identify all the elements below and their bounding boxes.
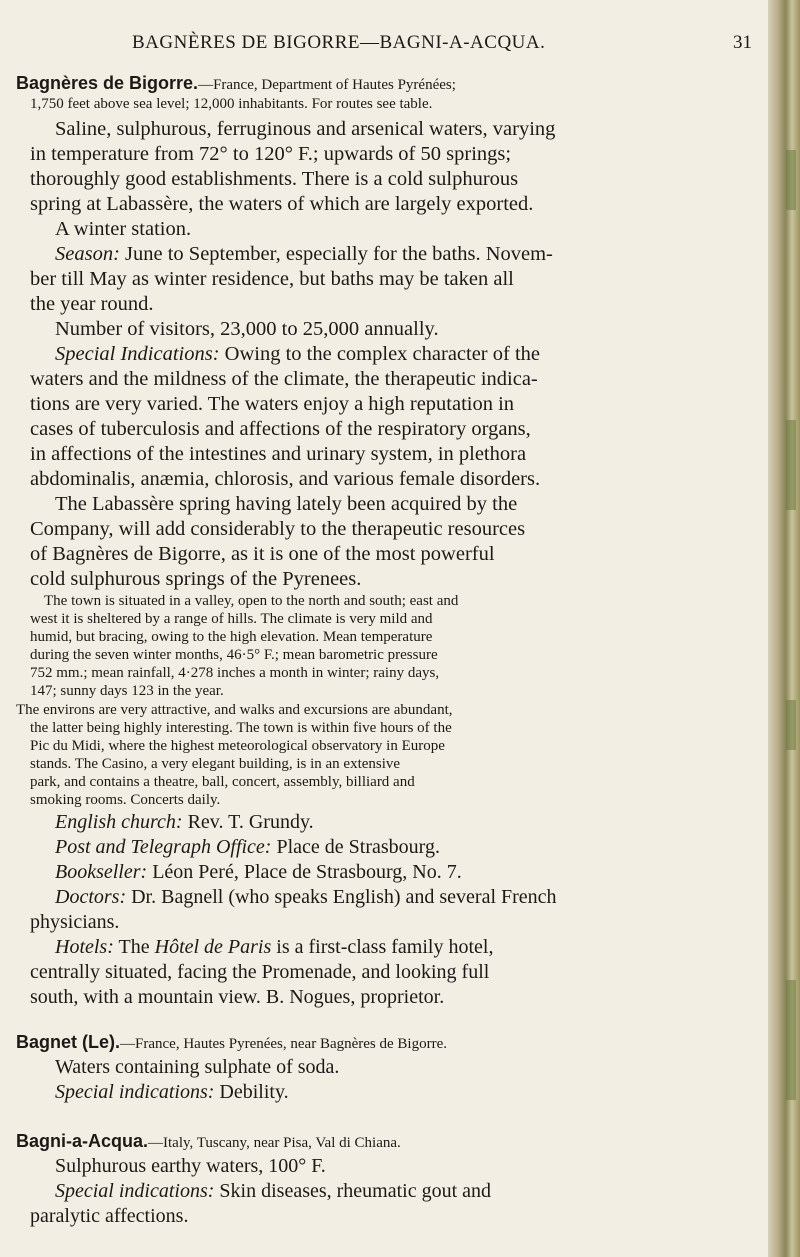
indications-text: Debility. (214, 1081, 289, 1103)
small-line: Pic du Midi, where the highest meteorological observatory in Europe (30, 738, 445, 754)
indications-cont: paralytic affections. (30, 1205, 189, 1227)
para-line: in temperature from 72° to 120° F.; upwards of 50 springs; (30, 143, 512, 165)
para-line: south, with a mountain view. B. Nogues, proprietor. (30, 986, 445, 1008)
indications-text: Skin diseases, rheumatic gout and (214, 1180, 492, 1202)
bookseller-text: Léon Peré, Place de Strasbourg, No. 7. (147, 861, 462, 883)
para-line: of Bagnères de Bigorre, as it is one of the most powerful (30, 543, 495, 565)
doctors-text: Dr. Bagnell (who speaks English) and several French (126, 886, 557, 908)
para-line: ber till May as winter residence, but baths may be taken all (30, 268, 514, 290)
entry-heading-line (16, 1131, 401, 1152)
page-edge (768, 0, 800, 1257)
para-line: cold sulphurous springs of the Pyrenees. (30, 568, 362, 590)
indications-label: Special indications: (55, 1081, 215, 1103)
entry-heading: Bagnères de Bigorre. (16, 73, 199, 93)
post-text: Place de Strasbourg. (271, 836, 440, 858)
hotels-label: Hotels: (55, 936, 114, 958)
indications-label: Special Indications: (55, 343, 220, 365)
entry-heading: Bagni-a-Acqua. (16, 1131, 149, 1151)
doctors-label: Doctors: (55, 886, 127, 908)
para-line: Saline, sulphurous, ferruginous and arsenical waters, varying (55, 118, 556, 140)
small-line: The town is situated in a valley, open to the north and south; east and (44, 593, 459, 609)
para-line: abdominalis, anæmia, chlorosis, and various female disorders. (30, 468, 541, 490)
small-line: during the seven winter months, 46·5° F.; mean barometric pressure (30, 647, 438, 663)
small-line: The environs are very attractive, and walks and excursions are abundant, (16, 702, 453, 718)
indications-text: Owing to the complex character of the (219, 343, 541, 365)
para-line: waters and the mildness of the climate, the therapeutic indica- (30, 368, 538, 390)
hotels-text-2: is a first-class family hotel, (271, 936, 494, 958)
indications-line (55, 1081, 289, 1104)
doctors-line (55, 886, 557, 909)
small-line: park, and contains a theatre, ball, concert, assembly, billiard and (30, 774, 415, 790)
season-label: Season: (55, 243, 120, 265)
post-line (55, 836, 440, 859)
para-line: in affections of the intestines and urinary system, in plethora (30, 443, 527, 465)
season-line (55, 243, 553, 266)
entry-location-cont: 1,750 feet above sea level; 12,000 inhabitants. For routes see table. (30, 96, 433, 112)
small-line: west it is sheltered by a range of hills. The climate is very mild and (30, 611, 433, 627)
para-line: the year round. (30, 293, 154, 315)
para-line: centrally situated, facing the Promenade, and looking full (30, 961, 490, 983)
entry-location: —France, Hautes Pyrenées, near Bagnères de Bigorre. (120, 1036, 447, 1052)
hotels-text: The (113, 936, 155, 958)
page-number: 31 (733, 32, 752, 53)
season-text: June to September, especially for the baths. Novem- (119, 243, 553, 265)
church-text: Rev. T. Grundy. (182, 811, 314, 833)
para-line: A winter station. (55, 218, 192, 240)
post-label: Post and Telegraph Office: (55, 836, 272, 858)
bookseller-line (55, 861, 462, 884)
running-head (0, 28, 768, 58)
running-head-title: BAGNÈRES DE BIGORRE—BAGNI-A-ACQUA. (132, 32, 546, 53)
entry-location: —Italy, Tuscany, near Pisa, Val di Chiana. (148, 1135, 401, 1151)
para-line: tions are very varied. The waters enjoy a high reputation in (30, 393, 515, 415)
small-line: stands. The Casino, a very elegant building, is in an extensive (30, 756, 401, 772)
small-line: smoking rooms. Concerts daily. (30, 792, 221, 808)
church-label: English church: (55, 811, 183, 833)
bookseller-label: Bookseller: (55, 861, 148, 883)
small-line: 752 mm.; mean rainfall, 4·278 inches a month in winter; rainy days, (30, 665, 440, 681)
para-line: Company, will add considerably to the therapeutic resources (30, 518, 526, 540)
indications-line (55, 343, 540, 366)
entry-heading: Bagnet (Le). (16, 1032, 121, 1052)
indications-label: Special indications: (55, 1180, 215, 1202)
hotel-name: Hôtel de Paris (154, 936, 272, 958)
doctors-cont: physicians. (30, 911, 120, 933)
para-line: The Labassère spring having lately been acquired by the (55, 493, 518, 515)
para-line: cases of tuberculosis and affections of the respiratory organs, (30, 418, 531, 440)
indications-line (55, 1180, 491, 1203)
para-line: spring at Labassère, the waters of which are largely exported. (30, 193, 534, 215)
entry-heading-line (16, 1032, 447, 1053)
entry-heading-line (16, 73, 456, 94)
visitors-line: Number of visitors, 23,000 to 25,000 annually. (55, 318, 439, 340)
church-line (55, 811, 314, 834)
small-line: the latter being highly interesting. The town is within five hours of the (30, 720, 452, 736)
small-line: 147; sunny days 123 in the year. (30, 683, 224, 699)
para-line: thoroughly good establishments. There is a cold sulphurous (30, 168, 519, 190)
entry-location: —France, Department of Hautes Pyrénées; (198, 77, 456, 93)
waters-line: Sulphurous earthy waters, 100° F. (55, 1155, 326, 1177)
hotels-line (55, 936, 493, 959)
small-line: humid, but bracing, owing to the high elevation. Mean temperature (30, 629, 433, 645)
waters-line: Waters containing sulphate of soda. (55, 1056, 340, 1078)
